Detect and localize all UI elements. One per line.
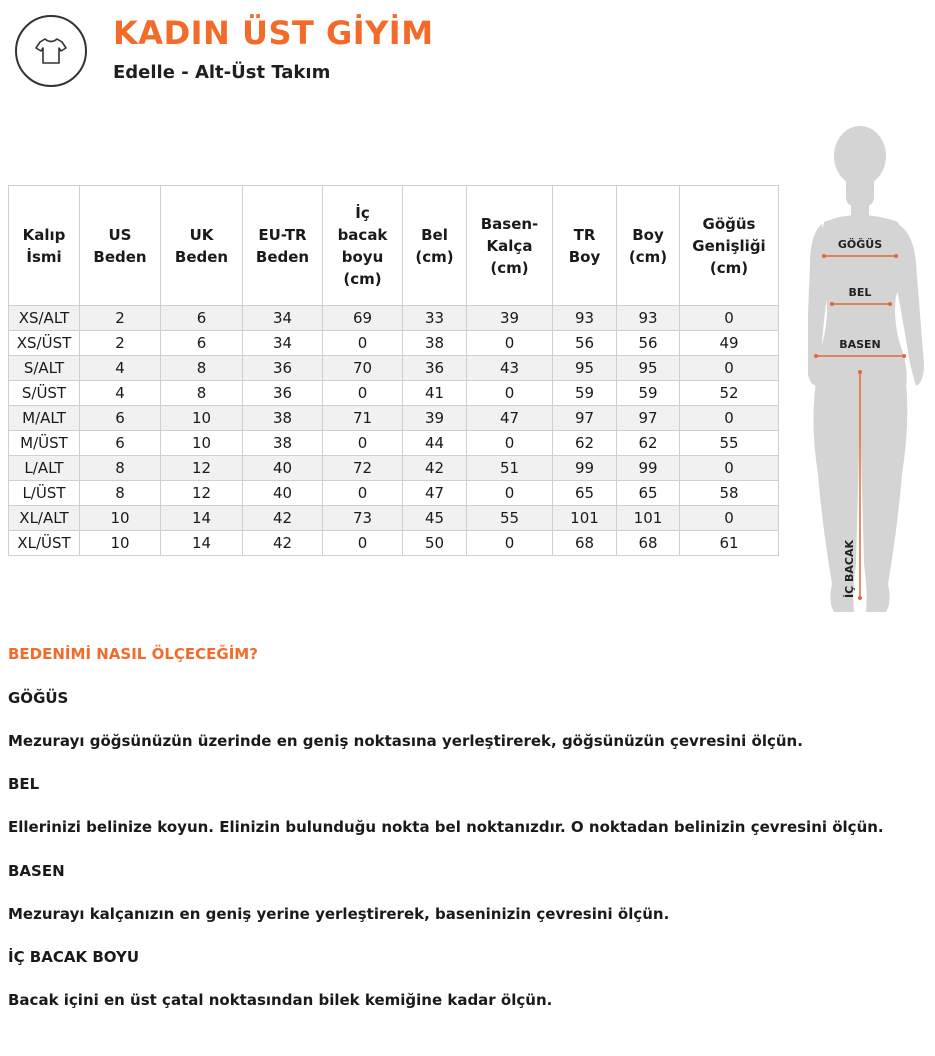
column-header-line: İsmi [26,247,62,266]
table-row [9,531,779,556]
table-cell: 8 [161,356,243,381]
table-cell: 39 [467,306,553,331]
table-row [9,306,779,331]
column-header-line: (cm) [343,269,382,288]
table-cell: 101 [617,506,680,531]
table-cell: 14 [161,506,243,531]
table-cell: 99 [553,456,617,481]
table-cell: XL/ALT [9,506,80,531]
column-header-line: Genişliği [692,236,766,255]
table-body [9,306,779,556]
waist-label: BEL [848,286,872,299]
table-cell: 58 [680,481,779,506]
table-cell: XS/ALT [9,306,80,331]
table-cell: 0 [467,531,553,556]
column-header-line: boyu [341,247,384,266]
page-subtitle: Edelle - Alt-Üst Takım [113,62,331,83]
table-cell: 39 [403,406,467,431]
table-cell: 47 [467,406,553,431]
table-cell: 0 [323,431,403,456]
table-cell: 0 [467,331,553,356]
table-cell: M/ÜST [9,431,80,456]
table-cell: 36 [243,381,323,406]
table-cell: 40 [243,481,323,506]
column-header-line: Beden [174,247,229,266]
table-cell: 34 [243,306,323,331]
table-row [9,331,779,356]
column-header [323,186,403,306]
table-cell: 51 [467,456,553,481]
section-title-chest: GÖĞÜS [8,689,69,707]
table-cell: 41 [403,381,467,406]
column-header-line: US [108,225,132,244]
table-cell: 10 [161,406,243,431]
table-cell: 93 [617,306,680,331]
table-cell: 0 [467,381,553,406]
table-cell: S/ALT [9,356,80,381]
table-cell: 0 [467,431,553,456]
table-cell: 12 [161,456,243,481]
section-title-hip: BASEN [8,862,65,880]
table-cell: 0 [467,481,553,506]
table-header-row [9,186,779,306]
table-cell: 70 [323,356,403,381]
table-cell: 33 [403,306,467,331]
table-cell: 38 [403,331,467,356]
guide-heading: BEDENİMİ NASIL ÖLÇECEĞİM? [8,645,258,663]
table-cell: 0 [323,381,403,406]
table-cell: 99 [617,456,680,481]
table-cell: 4 [80,381,161,406]
table-cell: 93 [553,306,617,331]
table-cell: 97 [553,406,617,431]
table-cell: XS/ÜST [9,331,80,356]
table-cell: 34 [243,331,323,356]
column-header [467,186,553,306]
table-cell: 10 [80,531,161,556]
column-header-line: (cm) [415,247,454,266]
table-cell: 0 [680,406,779,431]
column-header-line: Kalça [486,236,533,255]
column-header-line: Beden [255,247,310,266]
column-header-line: Boy [632,225,664,244]
table-cell: 38 [243,406,323,431]
table-cell: 4 [80,356,161,381]
section-text-hip: Mezurayı kalçanızın en geniş yerine yerleştirerek, baseninizin çevresini ölçün. [8,905,670,923]
column-header-line: Göğüs [702,214,756,233]
table-cell: 0 [323,531,403,556]
section-title-inseam: İÇ BACAK BOYU [8,948,140,966]
column-header [617,186,680,306]
hip-label: BASEN [839,338,881,351]
table-cell: 59 [617,381,680,406]
table-cell: 65 [617,481,680,506]
table-cell: 0 [680,356,779,381]
table-cell: L/ALT [9,456,80,481]
table-cell: 42 [403,456,467,481]
table-cell: 6 [80,431,161,456]
table-cell: 65 [553,481,617,506]
table-cell: M/ALT [9,406,80,431]
column-header-line: (cm) [709,258,749,277]
table-cell: 8 [80,456,161,481]
table-cell: 95 [553,356,617,381]
column-header-line: TR [573,225,596,244]
table-cell: 14 [161,531,243,556]
column-header-line: Kalıp [22,225,66,244]
section-text-waist: Ellerinizi belinize koyun. Elinizin bulunduğu nokta bel noktanızdır. O noktadan belinizin çevresini ölçün. [8,818,884,836]
table-cell: 52 [680,381,779,406]
table-row [9,506,779,531]
table-row [9,406,779,431]
table-cell: 42 [243,531,323,556]
table-cell: 71 [323,406,403,431]
column-header-line: Basen- [480,214,539,233]
inseam-label: İÇ BACAK [843,539,856,598]
column-header [9,186,80,306]
table-cell: 12 [161,481,243,506]
table-cell: 8 [161,381,243,406]
table-cell: 36 [403,356,467,381]
table-cell: 68 [553,531,617,556]
table-cell: 36 [243,356,323,381]
table-cell: 10 [161,431,243,456]
table-cell: 95 [617,356,680,381]
table-cell: 43 [467,356,553,381]
table-cell: 40 [243,456,323,481]
table-cell: 0 [323,331,403,356]
table-cell: 101 [553,506,617,531]
column-header [403,186,467,306]
column-header [161,186,243,306]
table-cell: 59 [553,381,617,406]
table-row [9,356,779,381]
table-cell: 61 [680,531,779,556]
column-header-line: İç [355,203,370,222]
table-cell: 0 [680,456,779,481]
table-row [9,381,779,406]
table-cell: XL/ÜST [9,531,80,556]
table-cell: 72 [323,456,403,481]
table-cell: 2 [80,331,161,356]
page-title: KADIN ÜST GİYİM [113,14,434,52]
table-cell: 56 [553,331,617,356]
chest-label: GÖĞÜS [837,238,883,251]
table-cell: 8 [80,481,161,506]
table-cell: 0 [323,481,403,506]
column-header-line: (cm) [490,258,529,277]
size-table [8,185,779,556]
table-cell: 45 [403,506,467,531]
table-cell: L/ÜST [9,481,80,506]
table-cell: 49 [680,331,779,356]
column-header-line: UK [189,225,214,244]
column-header-line: Bel [421,225,448,244]
section-title-waist: BEL [8,775,40,793]
table-cell: 47 [403,481,467,506]
table-cell: 69 [323,306,403,331]
table-cell: 6 [161,331,243,356]
tshirt-icon [15,15,87,87]
column-header [680,186,779,306]
table-cell: 2 [80,306,161,331]
table-cell: 55 [467,506,553,531]
table-cell: 0 [680,506,779,531]
section-text-inseam: Bacak içini en üst çatal noktasından bilek kemiğine kadar ölçün. [8,991,553,1009]
column-header-line: EU-TR [258,225,307,244]
table-cell: S/ÜST [9,381,80,406]
column-header [243,186,323,306]
column-header-line: Beden [93,247,147,266]
table-cell: 38 [243,431,323,456]
table-cell: 97 [617,406,680,431]
column-header-line: bacak [337,225,388,244]
table-row [9,481,779,506]
table-cell: 6 [80,406,161,431]
section-text-chest: Mezurayı göğsünüzün üzerinde en geniş noktasına yerleştirerek, göğsünüzün çevresini ölçün. [8,732,803,750]
column-header [553,186,617,306]
table-row [9,456,779,481]
table-cell: 62 [553,431,617,456]
table-cell: 6 [161,306,243,331]
table-cell: 68 [617,531,680,556]
table-cell: 50 [403,531,467,556]
table-cell: 10 [80,506,161,531]
table-cell: 73 [323,506,403,531]
column-header-line: (cm) [628,247,668,266]
table-row [9,431,779,456]
body-measurement-figure [808,124,932,620]
table-cell: 55 [680,431,779,456]
table-cell: 56 [617,331,680,356]
column-header [80,186,161,306]
table-cell: 62 [617,431,680,456]
column-header-line: Boy [568,247,601,266]
page-header [0,0,935,100]
table-cell: 42 [243,506,323,531]
table-cell: 0 [680,306,779,331]
table-cell: 44 [403,431,467,456]
